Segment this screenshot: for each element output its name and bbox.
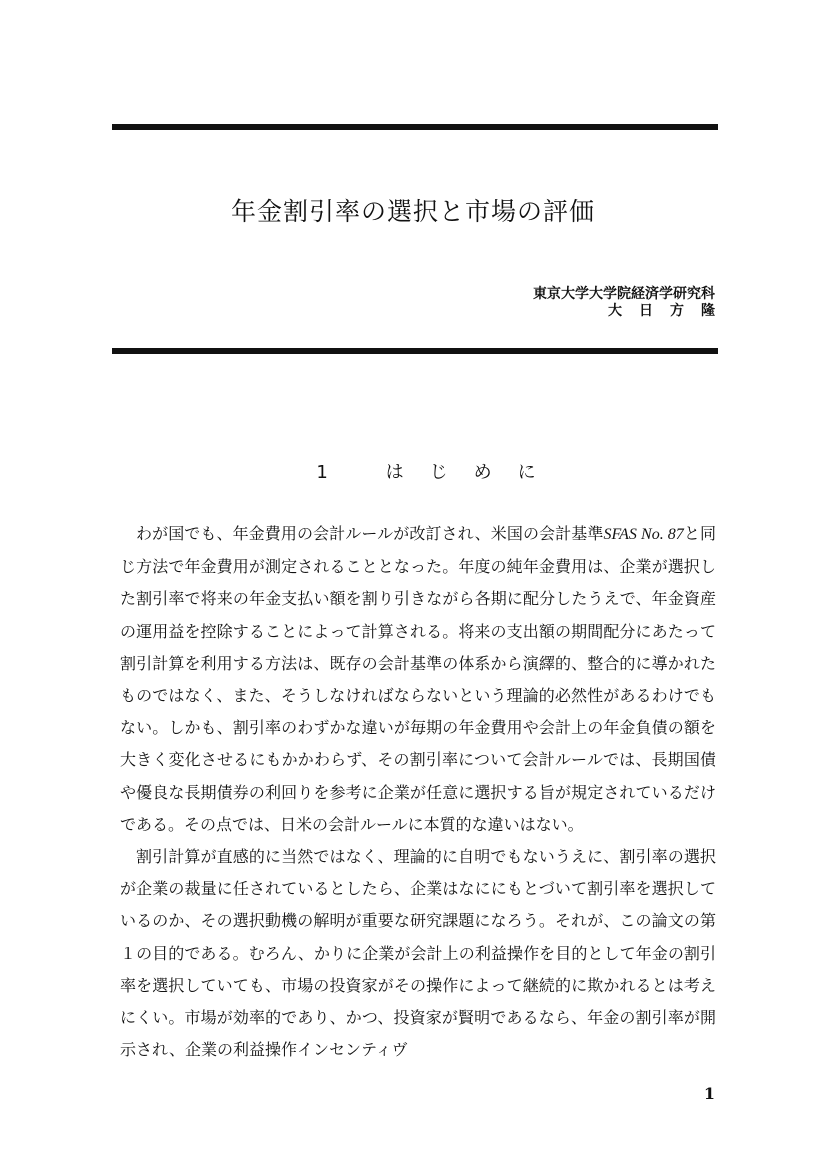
affiliation: 東京大学大学院経済学研究科 <box>533 286 715 302</box>
author-block <box>533 286 732 320</box>
paragraph: 割引計算が直感的に当然ではなく、理論的に自明でもないうえに、割引率の選択が企業の裁量に任されているとしたら、企業はなににもとづいて割引率を選択しているのか、その選択動機の解明が重要な研究課題になろう。それが、この論文の第１の目的である。むろん、かりに企業が会計上の利益操作を目的として年金の割引率を選択していても、市場の投資家がその操作によって継続的に欺かれるとは考えにくい。市場が効率的であり、かつ、投資家が賢明であるなら、年金の割引率が開示され、企業の利益操作インセンティヴ <box>120 847 716 1060</box>
standard-name: SFAS No. 87 <box>603 526 684 543</box>
paragraph-text: と同じ方法で年金費用が測定されることとなった。年度の純年金費用は、企業が選択した割引率で将来の年金支払い額を割り引きながら各期に配分したうえで、年金資産の運用益を控除することによって計算される。将来の支出額の期間配分にあたって割引計算を利用する方法は、既存の会計基準の体系から演繹的、整合的に導かれたものではなく、また、そうしなければならないという理論的必然性があるわけでもない。しかも、割引率のわずかな違いが毎期の年金費用や会計上の年金負債の額を大きく変化させるにもかかわらず、その割引率について会計ルールでは、長期国債や優良な長期債券の利回りを参考に企業が任意に選択する旨が規定されているだけである。その点では、日米の会計ルールに本質的な違いはない。 <box>120 524 716 834</box>
page-number: 1 <box>703 1084 715 1103</box>
paper-title: 年金割引率の選択と市場の評価 <box>230 197 595 226</box>
body-text <box>120 518 716 1066</box>
section-number: 1 <box>316 462 354 483</box>
section-title: はじめに <box>385 462 562 483</box>
bottom-rule <box>112 348 718 354</box>
section-heading <box>0 458 826 484</box>
paragraph <box>120 518 716 841</box>
author-name: 大日方隆 <box>608 303 732 319</box>
paragraph-text: わが国でも、年金費用の会計ルールが改訂され、米国の会計基準 <box>136 524 604 543</box>
top-rule <box>112 124 718 130</box>
